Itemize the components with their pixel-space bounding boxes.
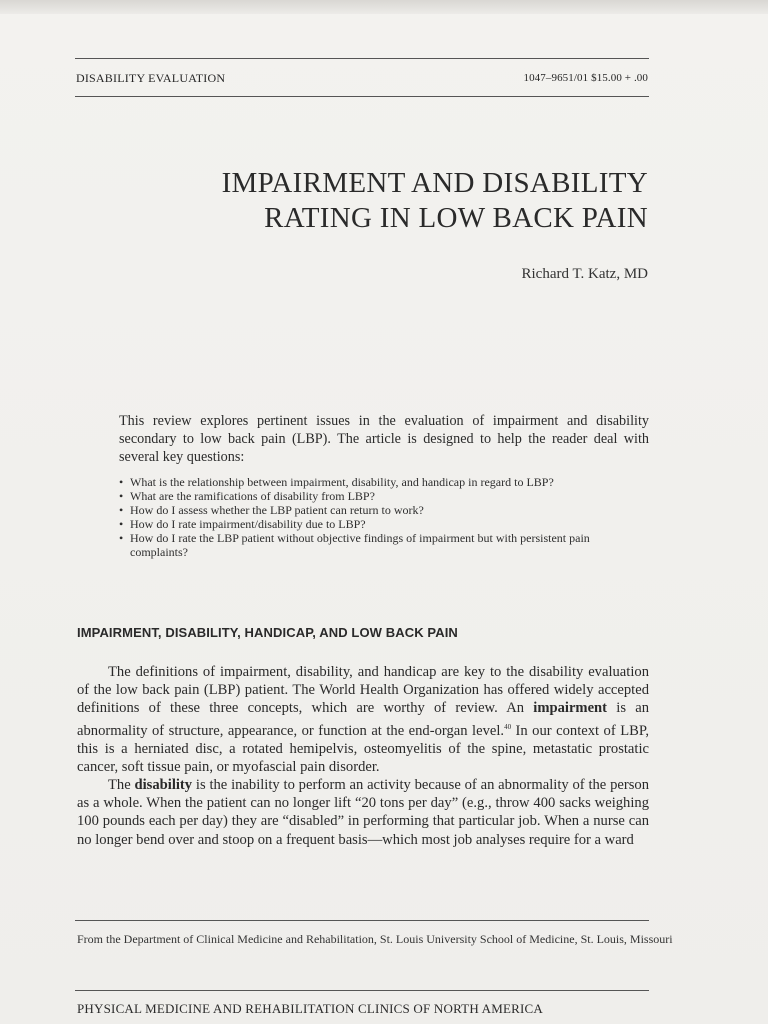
- author-name: Richard T. Katz, MD: [521, 266, 648, 282]
- article-title: [88, 166, 648, 236]
- running-head-code: 1047–9651/01 $15.00 + .00: [523, 72, 648, 84]
- question-text: What are the ramifications of disability from LBP?: [130, 489, 375, 503]
- abstract-text: This review explores pertinent issues in the evaluation of impairment and disability secondary to low back pain (LBP). The article is designed to help the reader deal with several key questions:: [119, 413, 649, 465]
- title-line-2: RATING IN LOW BACK PAIN: [264, 202, 648, 234]
- question-text: How do I rate the LBP patient without objective findings of impairment but with persistent pain complaints?: [130, 531, 590, 559]
- header-rule-bottom: [75, 96, 649, 97]
- section-heading: IMPAIRMENT, DISABILITY, HANDICAP, AND LOW BACK PAIN: [77, 625, 458, 640]
- abstract-intro: [119, 412, 649, 466]
- paragraph-1: The definitions of impairment, disability, and handicap are key to the disability evaluation of the low back pain (LBP) patient. The World Health Organization has offered widely accepted definitions of these three concepts, which are worthy of review. An impairment is an abnormality of structure, appearance, or function at the end-organ level.$^{40}$ In our context of LBP, this is a herniated disc, a rotated hemipelvis, osteomyelitis of the spine, metastatic prostatic cancer, soft tissue pain, or myofascial pain disorder.: [77, 664, 649, 775]
- paragraph-2: The disability is the inability to perform an activity because of an abnormality of the person as a whole. When the patient can no longer lift “20 tons per day” (e.g., throw 400 sacks weighing 100 pounds each per day) they are “disabled” in performing that particular job. When a nurse can no longer bend over and stoop on a frequent basis—which most job analyses require for a ward: [77, 777, 649, 848]
- body-text: [77, 663, 649, 849]
- term-disability: disability: [134, 777, 193, 794]
- term-impairment: impairment: [533, 700, 608, 717]
- question-item: • What are the ramifications of disability from LBP?: [119, 489, 375, 503]
- question-text: How do I assess whether the LBP patient can return to work?: [130, 503, 424, 517]
- scan-edge-shadow: [0, 0, 768, 14]
- question-text: How do I rate impairment/disability due to LBP?: [130, 517, 366, 531]
- question-item: • How do I rate impairment/disability due to LBP?: [119, 517, 366, 531]
- question-item: • What is the relationship between impairment, disability, and handicap in regard to LBP?: [119, 475, 554, 489]
- question-item: • How do I rate the LBP patient without objective findings of impairment but with persistent pain complaints?: [119, 531, 590, 559]
- running-head-section: DISABILITY EVALUATION: [76, 71, 226, 85]
- key-questions-list: [119, 475, 649, 559]
- title-line-1: IMPAIRMENT AND DISABILITY: [221, 167, 648, 199]
- question-item: • How do I assess whether the LBP patient can return to work?: [119, 503, 424, 517]
- question-text: What is the relationship between impairment, disability, and handicap in regard to LBP?: [130, 475, 554, 489]
- reference-superscript: 40: [504, 722, 512, 731]
- header-rule-top: [75, 58, 649, 59]
- affiliation-footnote: From the Department of Clinical Medicine and Rehabilitation, St. Louis University School of Medicine, St. Louis, Missouri: [77, 932, 673, 946]
- footnote-rule: [75, 920, 649, 921]
- footer-rule: [75, 990, 649, 991]
- journal-footer: PHYSICAL MEDICINE AND REHABILITATION CLINICS OF NORTH AMERICA: [77, 1001, 543, 1016]
